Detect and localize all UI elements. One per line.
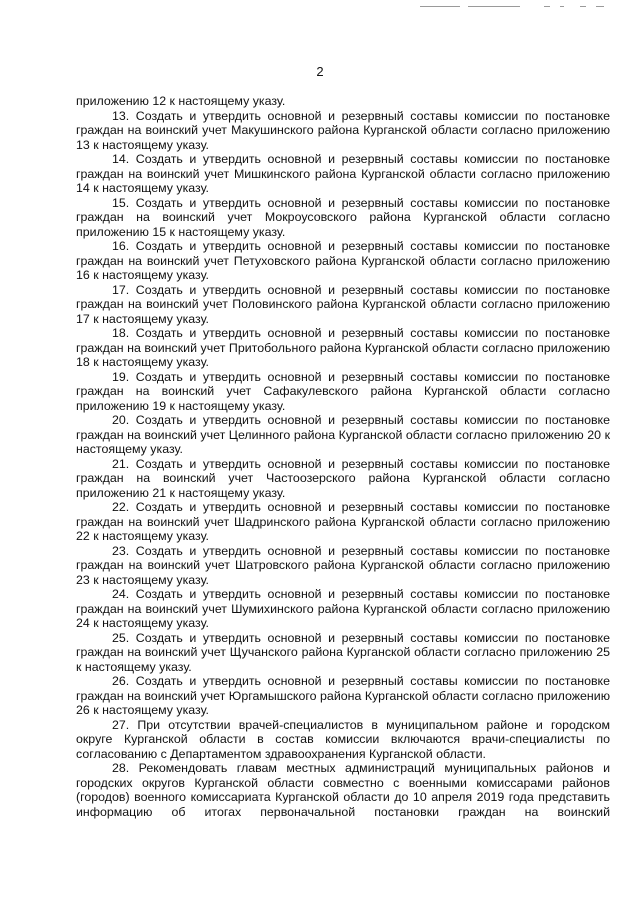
- paragraph-p26: 26. Создать и утвердить основной и резервный составы комиссии по постановке граждан на воинский учет Юргамышского района Курганской области согласно приложению 26 к настоящему указу.: [76, 674, 610, 717]
- paragraph-p21: 21. Создать и утвердить основной и резервный составы комиссии по постановке граждан на воинский учет Частоозерского района Курганской области согласно приложению 21 к настоящему указу.: [76, 456, 610, 500]
- paragraph-p13: 13. Создать и утвердить основной и резервный составы комиссии по постановке граждан на воинский учет Макушинского района Курганской области согласно приложению 13 к настоящему указу.: [76, 108, 610, 152]
- document-body: [76, 94, 610, 819]
- paragraph-p22: 22. Создать и утвердить основной и резервный составы комиссии по постановке граждан на воинский учет Шадринского района Курганской области согласно приложению 22 к настоящему указу.: [76, 500, 610, 543]
- paragraph-p14: 14. Создать и утвердить основной и резервный составы комиссии по постановке граждан на воинский учет Мишкинского района Курганской области согласно приложению 14 к настоящему указу.: [76, 152, 610, 195]
- scan-artifact-marks: [420, 6, 620, 10]
- paragraph-p18: 18. Создать и утвердить основной и резервный составы комиссии по постановке граждан на воинский учет Притобольного района Курганской области согласно приложению 18 к настоящему указу.: [76, 326, 610, 369]
- paragraph-p12-tail: приложению 12 к настоящему указу.: [76, 94, 286, 108]
- paragraph-p24: 24. Создать и утвердить основной и резервный составы комиссии по постановке граждан на воинский учет Шумихинского района Курганской области согласно приложению 24 к настоящему указу.: [76, 587, 610, 630]
- paragraph-p27: 27. При отсутствии врачей-специалистов в муниципальном районе и городском округе Курганской области в состав комиссии включаются врачи-специалисты по согласованию с Департаментом здравоохранения Курганской области.: [76, 717, 610, 761]
- paragraph-p20: 20. Создать и утвердить основной и резервный составы комиссии по постановке граждан на воинский учет Целинного района Курганской области согласно приложению 20 к настоящему указу.: [76, 413, 610, 456]
- paragraph-p23: 23. Создать и утвердить основной и резервный составы комиссии по постановке граждан на воинский учет Шатровского района Курганской области согласно приложению 23 к настоящему указу.: [76, 543, 610, 587]
- paragraph-p15: 15. Создать и утвердить основной и резервный составы комиссии по постановке граждан на воинский учет Мокроусовского района Курганской области согласно приложению 15 к настоящему указу.: [76, 195, 610, 239]
- paragraph-p16: 16. Создать и утвердить основной и резервный составы комиссии по постановке граждан на воинский учет Петуховского района Курганской области согласно приложению 16 к настоящему указу.: [76, 239, 610, 282]
- paragraph-p25: 25. Создать и утвердить основной и резервный составы комиссии по постановке граждан на воинский учет Щучанского района Курганской области согласно приложению 25 к настоящему указу.: [76, 630, 610, 674]
- paragraph-p28: 28. Рекомендовать главам местных администраций муниципальных районов и городских округов Курганской области совместно с военными комиссарами районов (городов) военного комиссариата Курганской области до 10 апреля 2019 года представить информацию об итогах первоначальной постановки граждан на воинский: [76, 761, 610, 819]
- paragraph-p19: 19. Создать и утвердить основной и резервный составы комиссии по постановке граждан на воинский учет Сафакулевского района Курганской области согласно приложению 19 к настоящему указу.: [76, 369, 610, 413]
- paragraph-p17: 17. Создать и утвердить основной и резервный составы комиссии по постановке граждан на воинский учет Половинского района Курганской области согласно приложению 17 к настоящему указу.: [76, 282, 610, 326]
- page-number: 2: [316, 64, 324, 79]
